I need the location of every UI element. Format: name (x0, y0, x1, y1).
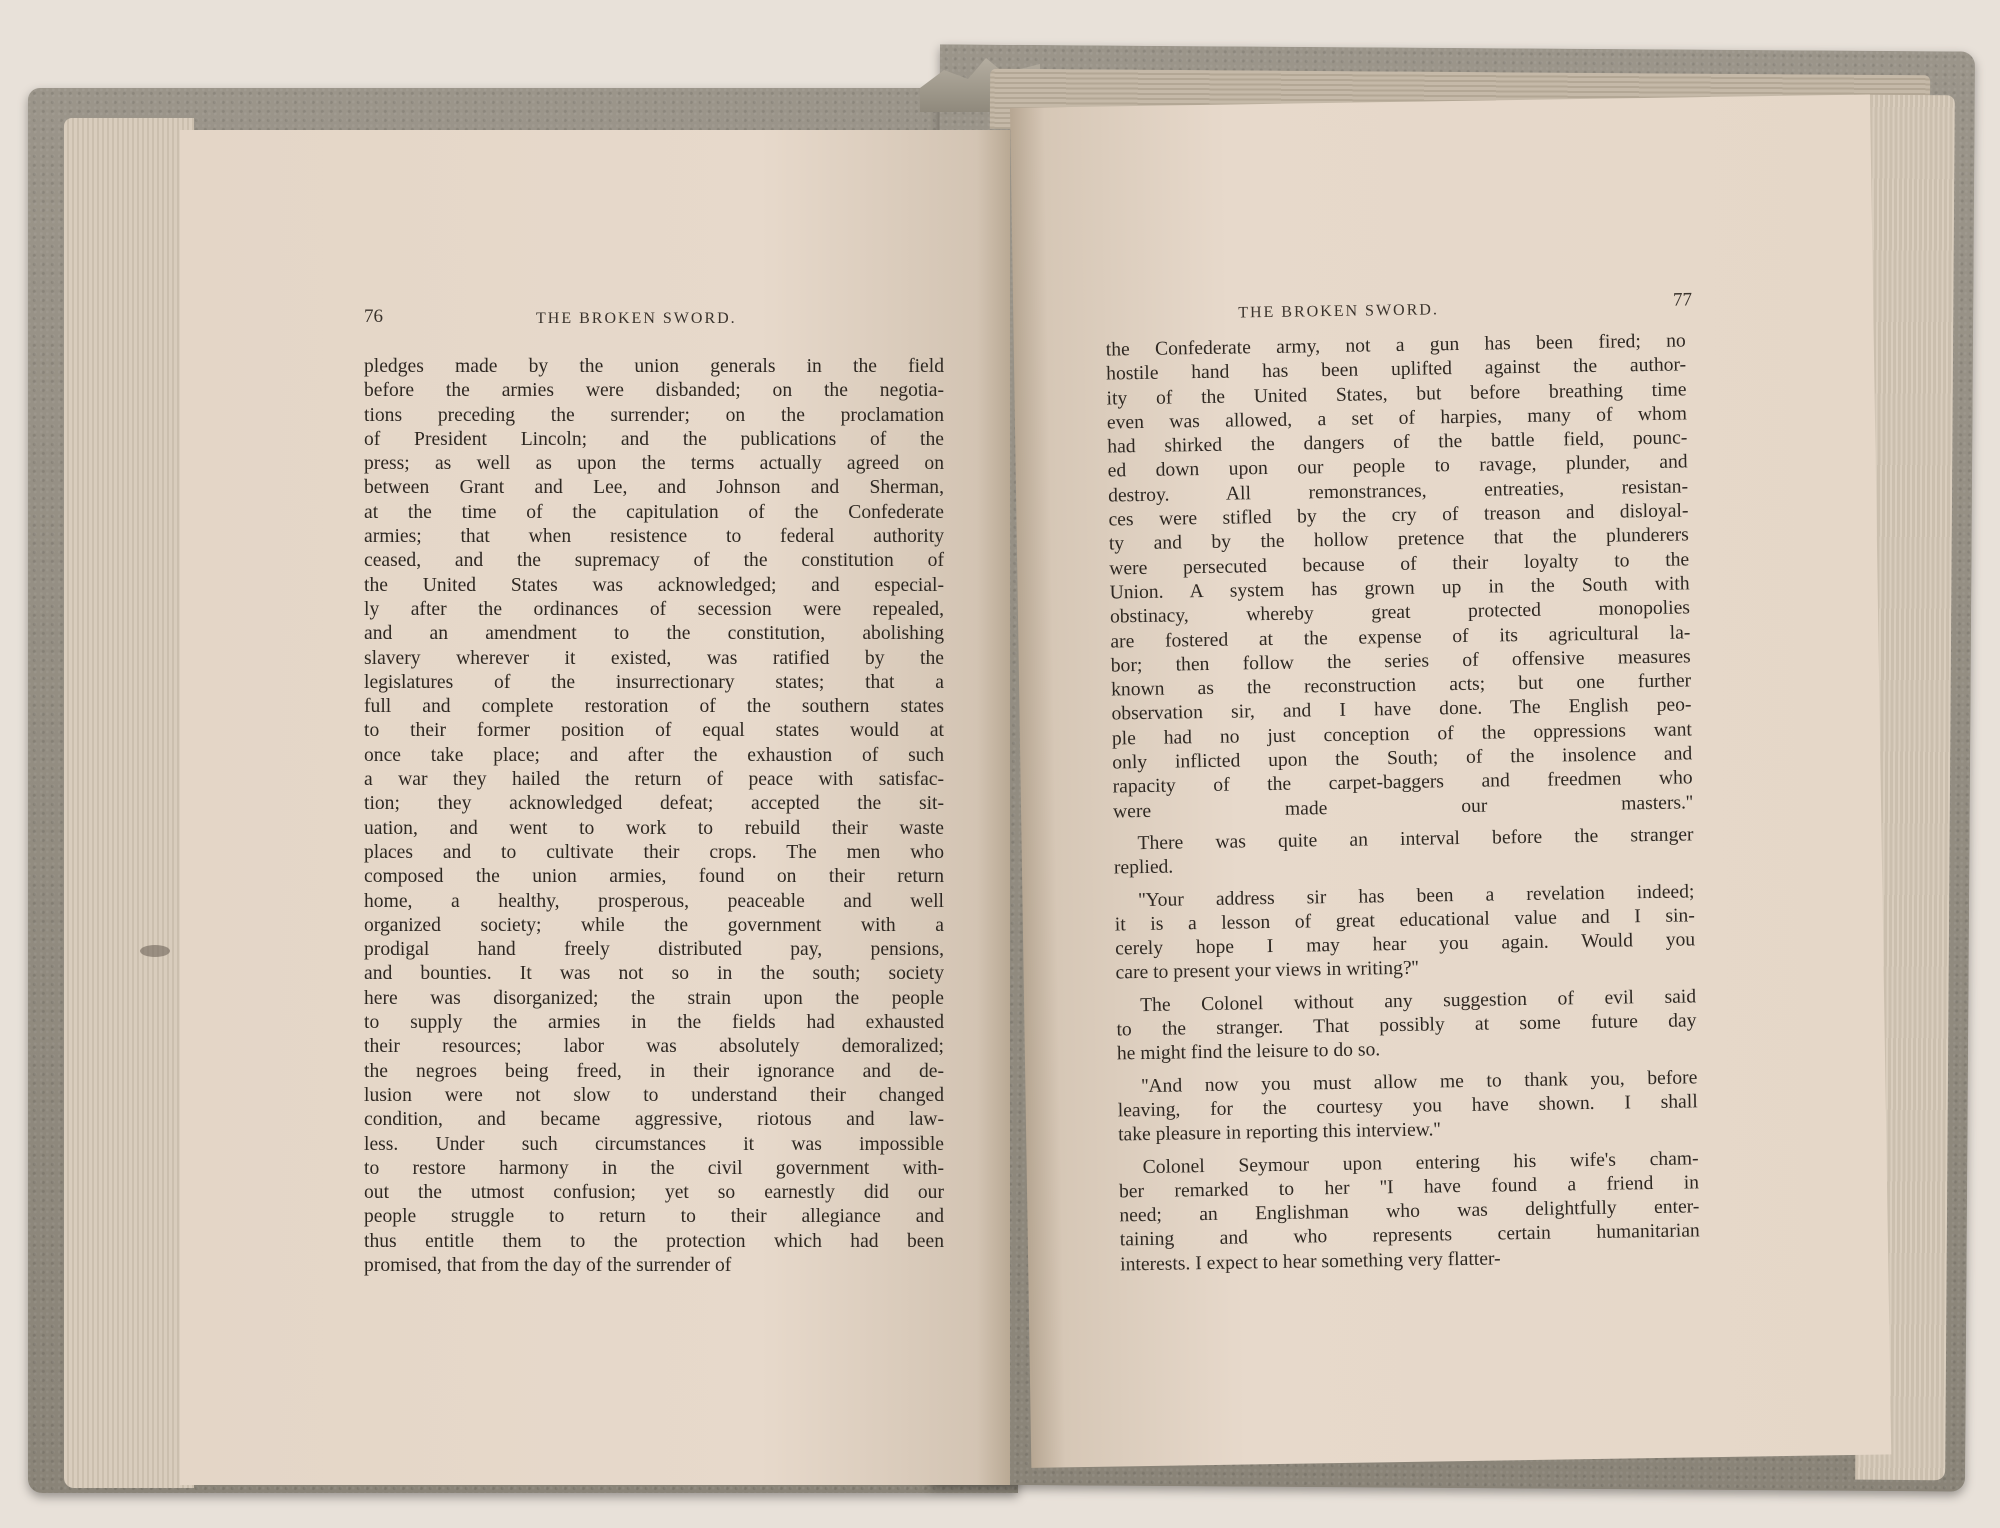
text-line: replied. (1113, 856, 1174, 879)
text-line: their resources; labor was absolutely demoralized; (364, 1036, 944, 1058)
right-page (1010, 94, 1891, 1467)
text-line: armies; that when resistence to federal authority (364, 526, 944, 548)
text-line: to their former position of equal states would at (364, 720, 944, 742)
text-line: The Colonel without any suggestion of evil said (1139, 986, 1697, 1016)
text-line: taining and who represents certain humanitarian (1119, 1220, 1700, 1251)
text-line: ed down upon our people to ravage, plunder, and (1107, 451, 1688, 482)
text-line: less. Under such circumstances it was impossible (364, 1133, 944, 1155)
text-line: Colonel Seymour upon entering his wife's cham- (1142, 1147, 1699, 1178)
page-number: 77 (1672, 289, 1693, 311)
text-line: to supply the armies in the fields had exhausted (364, 1012, 944, 1034)
text-line: tion; they acknowledged defeat; accepted the sit- (364, 793, 944, 815)
text-line: care to present your views in writing?'' (1115, 958, 1419, 984)
text-line: even was allowed, a set of harpies, many of whom (1106, 403, 1688, 434)
text-line: at the time of the capitulation of the Confederate (364, 501, 944, 523)
body-text (1106, 329, 1701, 1277)
text-line: promised, that from the day of the surrender of (364, 1254, 732, 1276)
text-line: ceased, and the supremacy of the constitution of (364, 550, 944, 572)
text-line: to the stranger. That possibly at some future day (1116, 1010, 1697, 1041)
text-line: cerely hope I may hear you again. Would you (1115, 929, 1696, 960)
text-line: people struggle to return to their allegiance and (364, 1206, 944, 1228)
text-line: known as the reconstruction acts; but one further (1110, 670, 1692, 701)
text-line: pledges made by the union generals in the field (364, 356, 944, 377)
left-page-edges (64, 118, 194, 1488)
text-line: between Grant and Lee, and Johnson and Sherman, (364, 477, 944, 499)
text-line: rapacity of the carpet-baggers and freedmen who (1112, 767, 1693, 798)
text-line: thus entitle them to the protection which had been (364, 1230, 944, 1252)
text-line: ber remarked to her ''I have found a friend in (1118, 1172, 1700, 1203)
text-line: destroy. All remonstrances, entreaties, resistan- (1107, 476, 1689, 507)
text-line: ces were stifled by the cry of treason and disloyal- (1108, 500, 1689, 531)
text-line: bor; then follow the series of offensive measures (1110, 646, 1691, 677)
text-line: lusion were not slow to understand their changed (364, 1084, 944, 1106)
text-line: of President Lincoln; and the publications of the (364, 428, 944, 450)
text-line: prodigal hand freely distributed pay, pensions, (364, 939, 944, 961)
text-line: here was disorganized; the strain upon the people (364, 987, 944, 1009)
text-line: take pleasure in reporting this interview.'' (1117, 1119, 1441, 1146)
text-line: were made our masters.'' (1112, 791, 1694, 823)
text-line: to restore harmony in the civil government with- (364, 1157, 944, 1179)
paragraph (1114, 880, 1695, 986)
text-line: There was quite an interval before the stranger (1137, 824, 1694, 855)
text-line: Union. A system has grown up in the South with (1109, 573, 1690, 604)
text-line: out the utmost confusion; yet so earnestly did our (364, 1182, 944, 1204)
paragraph (1113, 823, 1694, 881)
text-line: interests. I expect to hear something very flatter- (1120, 1248, 1501, 1276)
text-line: a war they hailed the return of peace with satisfac- (364, 769, 944, 791)
running-head: THE BROKEN SWORD. (1238, 301, 1440, 322)
text-line: obstinacy, whereby great protected monopolies (1109, 597, 1691, 628)
text-line: the United States was acknowledged; and especial- (364, 574, 944, 596)
text-line: the negroes being freed, in their ignorance and de- (364, 1060, 944, 1082)
text-line: uation, and went to work to rebuild their waste (364, 817, 944, 839)
text-line: are fostered at the expense of its agricultural la- (1110, 621, 1691, 653)
text-line: had shirked the dangers of the battle field, pounc- (1107, 427, 1688, 458)
text-line: the Confederate army, not a gun has been fired; no (1105, 330, 1686, 361)
text-line: and bounties. It was not so in the south; society (364, 963, 944, 985)
text-line: ''And now you must allow me to thank you, before (1141, 1066, 1698, 1097)
text-line: organized society; while the government with a (364, 914, 944, 936)
body-text (364, 355, 944, 1278)
text-line: only inflicted upon the South; of the insolence and (1112, 743, 1693, 774)
text-line: hostile hand has been uplifted against the author- (1106, 354, 1687, 385)
text-line: observation sir, and I have done. The English peo- (1111, 694, 1692, 725)
left-page (180, 130, 1010, 1485)
text-line: ty and by the hollow pretence that the plunderers (1108, 524, 1689, 555)
text-line: press; as well as upon the terms actually agreed on (364, 453, 944, 475)
text-line: home, a healthy, prosperous, peaceable and well (364, 890, 944, 912)
text-line: and an amendment to the constitution, abolishing (364, 623, 944, 645)
running-head: THE BROKEN SWORD. (536, 310, 737, 327)
text-line: slavery wherever it existed, was ratified by the (364, 647, 944, 669)
text-line: legislatures of the insurrectionary states; that a (364, 671, 944, 693)
paragraph (1116, 985, 1697, 1067)
text-line: composed the union armies, found on their return (364, 866, 944, 888)
text-line: ''Your address sir has been a revelation indeed; (1138, 880, 1695, 911)
paragraph (1118, 1147, 1700, 1278)
text-line: ly after the ordinances of secession were repealed, (364, 598, 944, 620)
text-line: he might find the leisure to do so. (1116, 1039, 1381, 1065)
text-line: ple had no just conception of the oppressions want (1111, 719, 1693, 750)
text-line: before the armies were disbanded; on the negotia- (364, 380, 944, 402)
text-line: condition, and became aggressive, riotous and law- (364, 1109, 944, 1131)
text-line: tions preceding the surrender; on the proclamation (364, 404, 944, 426)
text-line: ity of the United States, but before breathing time (1106, 379, 1687, 410)
text-line: it is a lesson of great educational value and I sin- (1114, 905, 1695, 936)
page-stain (140, 945, 170, 957)
text-line: once take place; and after the exhaustion of such (364, 744, 944, 766)
text-line: full and complete restoration of the southern states (364, 696, 944, 718)
paragraph (1106, 329, 1694, 824)
text-line: were persecuted because of their loyalty to the (1109, 549, 1690, 580)
paragraph (1117, 1066, 1698, 1148)
text-line: leaving, for the courtesy you have shown. I shall (1117, 1091, 1698, 1122)
text-line: need; an Englishman who was delightfully enter- (1119, 1196, 1700, 1227)
page-number: 76 (364, 306, 383, 327)
text-line: places and to cultivate their crops. The men who (364, 841, 944, 863)
